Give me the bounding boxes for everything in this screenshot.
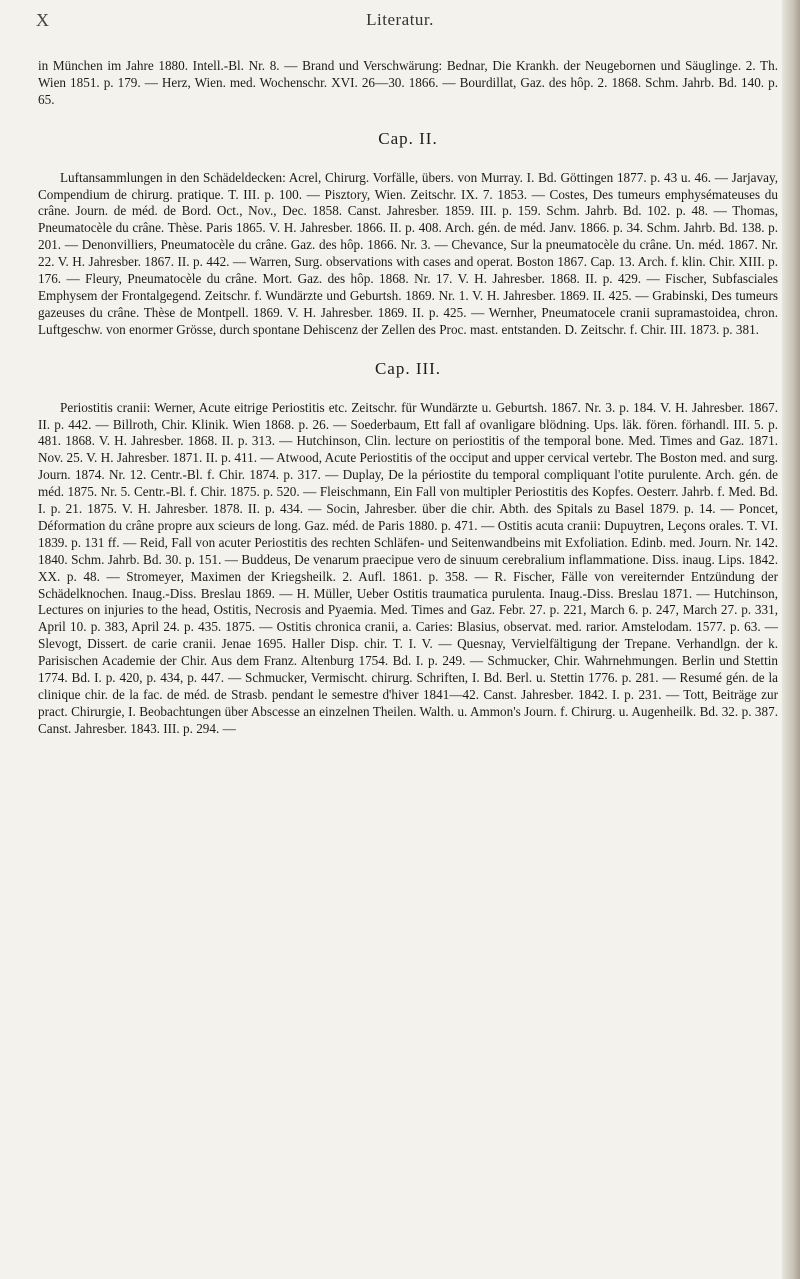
page-edge-shadow	[782, 0, 800, 1279]
running-head	[0, 8, 800, 38]
chapter-3-text: Periostitis cranii: Werner, Acute eitrige Periostitis etc. Zeitschr. für Wundärzte u. Geburtsh. 1867. Nr. 3. p. 184. V. H. Jahresber. 1867. II. p. 442. — Billroth, Chir. Klinik. Wien 1868. p. 26. — Soederbaum, Ett fall af ovanligare blödning. Ups. läk. fören. förhandl. III. 5. p. 481. 1868. V. H. Jahresber. 1868. II. p. 313. — Hutchinson, Clin. lecture on periostitis of the temporal bone. Med. Times and Gaz. 1871. Nov. 25. V. H. Jahresber. 1871. II. p. 411. — Atwood, Acute Periostitis of the occiput and upper cervical vertebr. The Boston med. and surg. Journ. 1874. Nr. 12. Centr.-Bl. f. Chir. 1874. p. 317. — Duplay, De la périostite du temporal compliquant l'otite purulente. Arch. gén. de méd. 1875. Nr. 5. Centr.-Bl. f. Chir. 1875. p. 520. — Fleischmann, Ein Fall von multipler Periostitis des Kopfes. Oesterr. Jahrb. f. Med. Bd. I. p. 21. 1875. V. H. Jahresber. 1878. II. p. 434. — Socin, Jahresber. über die chir. Abth. des Spitals zu Basel 1879. p. 14. — Poncet, Déformation du crâne propre aux scieurs de long. Gaz. méd. de Paris 1880. p. 471. — Ostitis acuta cranii: Dupuytren, Leçons orales. T. VI. 1839. p. 131 ff. — Reid, Fall von acuter Periostitis des rechten Schläfen- und Seitenwandbeins mit Exfoliation. Edinb. med. Journ. Nr. 142. 1840. Schm. Jahrb. Bd. 30. p. 151. — Buddeus, De venarum praecipue vero de sinuum cerebralium inflammatione. Diss. inaug. Lips. 1842. XX. p. 48. — Stromeyer, Maximen der Kriegsheilk. 2. Aufl. 1861. p. 358. — R. Fischer, Fälle von vereiternder Entzündung der Schädelknochen. Inaug.-Diss. Breslau 1869. — H. Müller, Ueber Ostitis traumatica purulenta. Inaug.-Diss. Breslau 1871. — Hutchinson, Lectures on injuries to the head, Ostitis, Necrosis and Pyaemia. Med. Times and Gaz. Febr. 27. p. 221, March 6. p. 247, March 27. p. 331, April 10. p. 383, April 24. p. 435. 1875. — Ostitis chronica cranii, a. Caries: Blasius, observat. med. rarior. Amstelodam. 1577. p. 63. — Slevogt, Dissert. de carie cranii. Jenae 1695. Haller Disp. chir. T. I. V. — Quesnay, Vervielfältigung der Trepane. Verhandlgn. der k. Parisischen Academie der Chir. Aus dem Franz. Altenburg 1754. Bd. I. p. 249. — Schmucker, Chir. Wahrnehmungen. Berlin und Stettin 1774. Bd. I. p. 420, p. 434, p. 447. — Schmucker, Vermischt. chirurg. Schriften, I. Bd. Berl. u. Stettin 1776. p. 281. — Resumé gén. de la clinique chir. de la fac. de méd. de Strasb. pendant le semestre d'hiver 1841—42. Canst. Jahresber. 1842. I. p. 231. — Tott, Beiträge zur pract. Chirurgie, I. Beobachtungen über Abscesse an einzelnen Theilen. Walth. u. Ammon's Journ. f. Chirurg. u. Augenheilk. Bd. 32. p. 387. Canst. Jahresber. 1843. III. p. 294. —	[38, 399, 778, 736]
page-body	[38, 58, 778, 738]
chapter-2-text: Luftansammlungen in den Schädeldecken: Acrel, Chirurg. Vorfälle, übers. von Murray. I. Bd. Göttingen 1877. p. 43 u. 46. — Jarjavay, Compendium de chirurg. pratique. T. III. p. 100. — Pisztory, Wien. Zeitschr. IX. 7. 1853. — Costes, Des tumeurs emphysémateuses du crâne. Journ. de méd. de Bord. Oct., Nov., Dec. 1858. Canst. Jahresber. 1859. III. p. 159. Schm. Jahrb. Bd. 102. p. 48. — Thomas, Pneumatocèle du crâne. Thèse. Paris 1865. V. H. Jahresber. 1866. II. p. 408. Arch. gén. de méd. Janv. 1866. p. 34. Schm. Jahrb. Bd. 138. p. 201. — Denonvilliers, Pneumatocèle du crâne. Gaz. des hôp. 1866. Nr. 3. — Chevance, Sur la pneumatocèle du crâne. Un. méd. 1867. Nr. 22. V. H. Jahresber. 1867. II. p. 442. — Warren, Surg. observations with cases and operat. Boston 1867. Cap. 13. Arch. f. klin. Chir. XIII. p. 176. — Fleury, Pneumatocèle du crâne. Mort. Gaz. des hôp. 1868. Nr. 17. V. H. Jahresber. 1868. II. p. 429. — Fischer, Subfasciales Emphysem der Frontalgegend. Zeitschr. f. Wundärzte und Geburtsh. 1869. Nr. 1. V. H. Jahresber. 1869. II. 425. — Grabinski, Des tumeurs gazeuses du crâne. Thèse de Montpell. 1869. V. H. Jahresber. 1869. II. p. 425. — Wernher, Pneumatocele cranii supramastoidea, chron. Luftgeschw. von enormer Grösse, durch spontane Dehiscenz der Zellen des Proc. mast. entstanden. D. Zeitschr. f. Chir. III. 1873. p. 381.	[38, 169, 778, 337]
intro-paragraph: in München im Jahre 1880. Intell.-Bl. Nr. 8. — Brand und Verschwärung: Bednar, Die Krankh. der Neugebornen und Säuglinge. 2. Th. Wien 1851. p. 179. — Herz, Wien. med. Wochenschr. XVI. 26—30. 1866. — Bourdillat, Gaz. des hôp. 2. 1868. Schm. Jahrb. Bd. 140. p. 65.	[38, 58, 778, 107]
column-letter: X	[36, 10, 49, 30]
chapter-3-heading: Cap. III.	[374, 358, 442, 378]
chapter-2-heading: Cap. II.	[378, 128, 438, 148]
page-title: Literatur.	[366, 10, 434, 29]
